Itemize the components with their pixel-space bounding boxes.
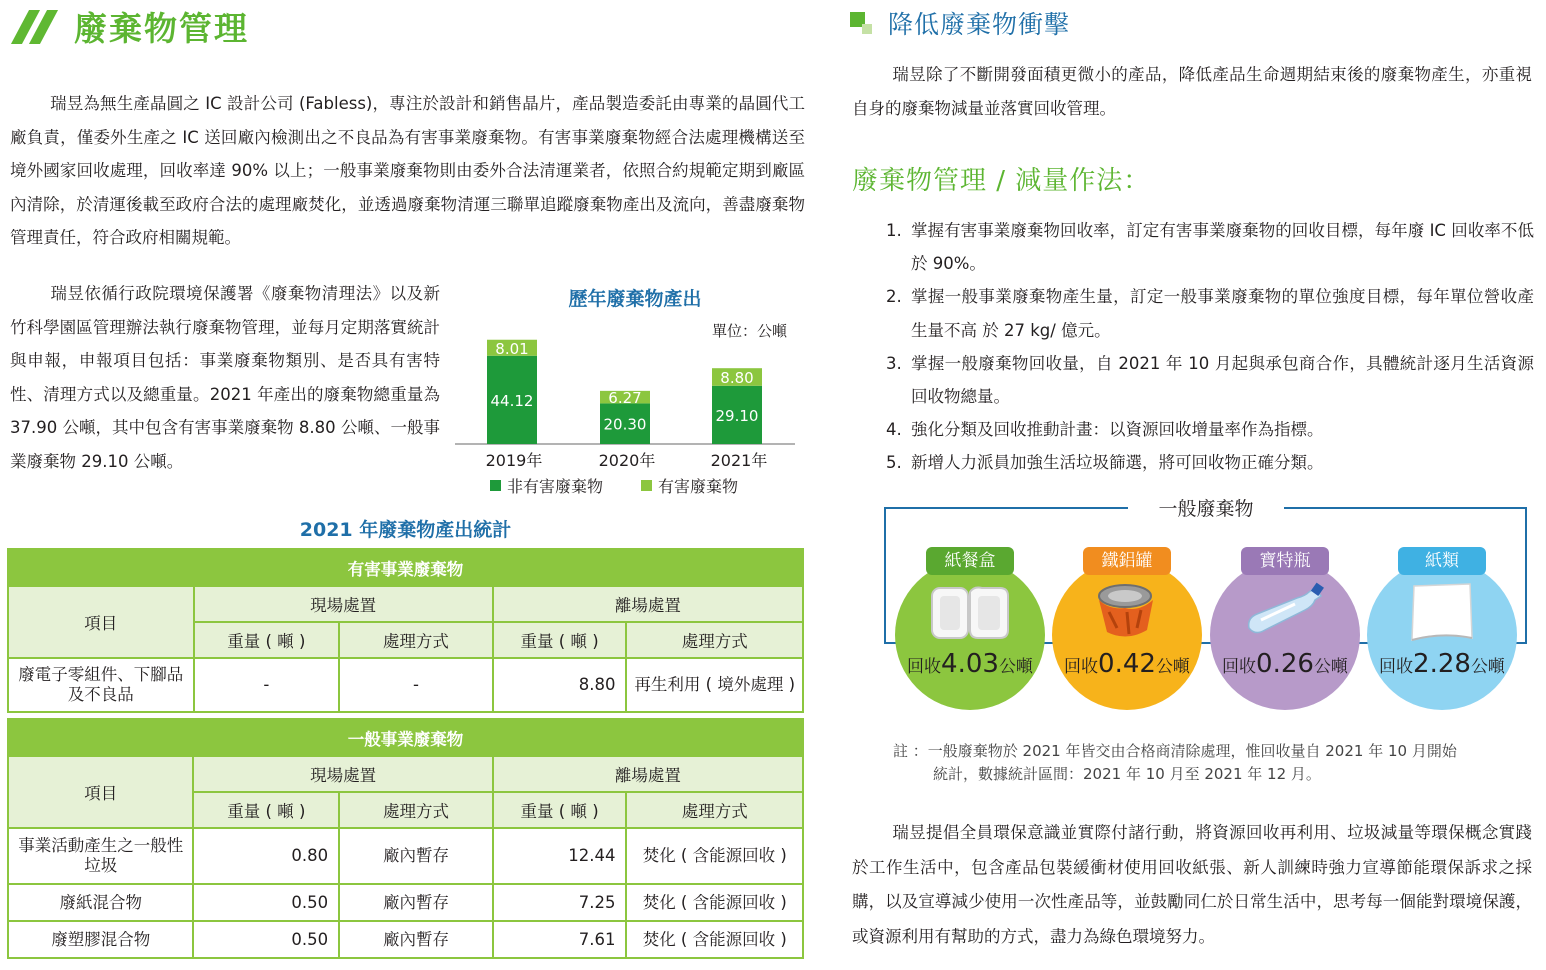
offsite-weight: 7.25 bbox=[493, 884, 627, 921]
x-tick-label: 2020年 bbox=[598, 451, 656, 470]
legend-item-hazardous bbox=[641, 474, 738, 497]
methods-title: 廢棄物管理 / 減量作法： bbox=[852, 166, 1151, 196]
recycle-tag: 鐵鋁罐 bbox=[1083, 547, 1171, 575]
section-title: 廢棄物管理 bbox=[74, 8, 249, 48]
recycle-unit: 公噸 bbox=[998, 657, 1033, 677]
list-text: 掌握一般廢棄物回收量，自 2021 年 10 月起與承包商合作，具體統計逐月生活資源回收物總量。 bbox=[911, 353, 1534, 407]
list-item bbox=[886, 413, 1534, 446]
offsite-header: 離場處置 bbox=[493, 586, 803, 622]
list-item bbox=[886, 347, 1534, 413]
offsite-method-header: 處理方式 bbox=[626, 792, 803, 828]
recycle-prefix: 回收 bbox=[1222, 657, 1257, 677]
onsite-method-header: 處理方式 bbox=[339, 792, 493, 828]
recycle-unit: 公噸 bbox=[1155, 657, 1190, 677]
paper-sheet-icon bbox=[1402, 582, 1482, 644]
methods-list bbox=[886, 214, 1534, 480]
recycle-circle-meal-box bbox=[895, 551, 1045, 710]
list-text: 掌握有害事業廢棄物回收率，訂定有害事業廢棄物的回收目標，每年廢 IC 回收率不低於 90%。 bbox=[911, 221, 1534, 274]
square-bullet-icon bbox=[850, 10, 876, 36]
recycle-prefix: 回收 bbox=[1379, 657, 1414, 677]
offsite-method: 焚化 ( 含能源回收 ) bbox=[626, 884, 803, 921]
plastic-bottle-icon bbox=[1245, 582, 1325, 644]
bar-value-label: 8.80 bbox=[720, 369, 754, 387]
onsite-weight: 0.50 bbox=[193, 921, 339, 958]
onsite-method-header: 處理方式 bbox=[339, 622, 493, 658]
table-row bbox=[8, 658, 803, 712]
reduce-title: 降低廢棄物衝擊 bbox=[888, 10, 1071, 39]
recycle-amount bbox=[895, 649, 1045, 679]
note-line2: 統計，數據統計區間：2021 年 10 月至 2021 年 12 月。 bbox=[933, 765, 1321, 783]
general-waste-title: 一般廢棄物 bbox=[1128, 494, 1284, 522]
offsite-weight: 8.80 bbox=[493, 658, 627, 712]
table-row bbox=[8, 884, 803, 921]
legend-swatch-non-hazardous bbox=[490, 480, 501, 491]
double-slash-icon bbox=[8, 6, 66, 46]
list-number: 5. bbox=[886, 453, 902, 473]
recycle-circle-bottle bbox=[1210, 551, 1360, 710]
bar-value-label: 29.10 bbox=[715, 406, 759, 425]
legend-label-non-hazardous: 非有害廢棄物 bbox=[507, 477, 604, 496]
reduce-header bbox=[850, 5, 1070, 41]
onsite-method: 廠內暫存 bbox=[339, 884, 493, 921]
onsite-weight: - bbox=[194, 658, 340, 712]
list-number: 3. bbox=[886, 353, 902, 373]
recycle-tag: 紙類 bbox=[1398, 547, 1486, 575]
general-waste-table bbox=[7, 718, 804, 959]
onsite-header: 現場處置 bbox=[193, 756, 492, 792]
general-band: 一般事業廢棄物 bbox=[8, 719, 803, 756]
note-label: 註 ： bbox=[893, 742, 928, 760]
onsite-weight-header: 重量 ( 噸 ) bbox=[194, 622, 340, 658]
section-header bbox=[8, 4, 249, 48]
row-item: 廢電子零組件、下腳品及不良品 bbox=[8, 658, 194, 712]
onsite-method: 廠內暫存 bbox=[339, 828, 493, 884]
recycle-amount bbox=[1367, 649, 1517, 679]
bar-value-label: 44.12 bbox=[490, 391, 534, 410]
recycle-value: 0.26 bbox=[1256, 649, 1314, 679]
list-item bbox=[886, 214, 1534, 280]
recycle-tag: 紙餐盒 bbox=[926, 547, 1014, 575]
recycle-circle-can bbox=[1052, 551, 1202, 710]
table-row bbox=[8, 921, 803, 958]
onsite-header: 現場處置 bbox=[194, 586, 493, 622]
chart-legend bbox=[490, 474, 738, 497]
offsite-header: 離場處置 bbox=[493, 756, 803, 792]
recycle-amount bbox=[1210, 649, 1360, 679]
regulation-paragraph bbox=[10, 277, 440, 478]
hazardous-band: 有害事業廢棄物 bbox=[8, 549, 803, 586]
onsite-weight-header: 重量 ( 噸 ) bbox=[193, 792, 339, 828]
table-row bbox=[8, 828, 803, 884]
item-header: 項目 bbox=[8, 756, 193, 828]
offsite-method: 焚化 ( 含能源回收 ) bbox=[626, 921, 803, 958]
recycle-prefix: 回收 bbox=[907, 657, 942, 677]
legend-label-hazardous: 有害廢棄物 bbox=[658, 477, 739, 496]
row-item: 事業活動產生之一般性垃圾 bbox=[8, 828, 193, 884]
list-text: 掌握一般事業廢棄物產生量，訂定一般事業廢棄物的單位強度目標，每年單位營收產生量不高 於 27 kg/ 億元。 bbox=[911, 287, 1534, 340]
bar-value-label: 20.30 bbox=[603, 415, 647, 434]
bar-value-label: 8.01 bbox=[495, 339, 529, 358]
offsite-weight-header: 重量 ( 噸 ) bbox=[493, 792, 627, 828]
row-item: 廢塑膠混合物 bbox=[8, 921, 193, 958]
offsite-method: 焚化 ( 含能源回收 ) bbox=[626, 828, 803, 884]
row-item: 廢紙混合物 bbox=[8, 884, 193, 921]
promote-text: 瑞昱提倡全員環保意識並實際付諸行動，將資源回收再利用、垃圾減量等環保概念實踐於工作生活中，包含產品包裝緩衝材使用回收紙張、新人訓練時強力宣導節能環保訴求之採購，以及宣導減少使用一次性產品等，並鼓勵同仁於日常生活中，思考每一個能對環境保護，或資源利用有幫助的方式，盡力為綠色環境努力。 bbox=[852, 823, 1532, 946]
recycle-value: 0.42 bbox=[1098, 649, 1156, 679]
list-number: 1. bbox=[886, 221, 902, 240]
chart-title: 歷年廢棄物產出 bbox=[568, 288, 702, 310]
promote-paragraph bbox=[852, 816, 1532, 954]
reduce-paragraph bbox=[852, 58, 1532, 125]
onsite-weight: 0.80 bbox=[193, 828, 339, 884]
offsite-weight: 12.44 bbox=[493, 828, 627, 884]
item-header: 項目 bbox=[8, 586, 194, 658]
intro-paragraph bbox=[10, 87, 805, 255]
list-number: 2. bbox=[886, 287, 902, 307]
recycle-tag: 寶特瓶 bbox=[1241, 547, 1329, 575]
x-tick-label: 2019年 bbox=[485, 451, 543, 470]
offsite-weight: 7.61 bbox=[493, 921, 627, 958]
recycle-value: 4.03 bbox=[941, 649, 999, 679]
offsite-method-header: 處理方式 bbox=[626, 622, 803, 658]
bar-value-label: 6.27 bbox=[608, 389, 642, 408]
note bbox=[893, 740, 1457, 786]
intro-text: 瑞昱為無生產晶圓之 IC 設計公司 (Fabless)，專注於設計和銷售晶片，產品製造委託由專業的晶圓代工廠負責，僅委外生產之 IC 送回廠內檢測出之不良品為有害事業廢棄物。有害事業廢棄物經合法處理機構送至境外國家回收處理，回收率達 90% 以上；一般事業廢棄物則由委外合法清運業者，依照合約規範定期到廠區內清除，於清運後載至政府合法的處理廠焚化，並透過廢棄物清運三聯單追蹤廢棄物產出及流向，善盡廢棄物管理責任，符合政府相關規範。 bbox=[10, 94, 805, 247]
recycle-circle-paper bbox=[1367, 551, 1517, 710]
offsite-method: 再生利用 ( 境外處理 ) bbox=[626, 658, 803, 712]
list-text: 強化分類及回收推動計畫：以資源回收增量率作為指標。 bbox=[911, 420, 1324, 440]
recycle-amount bbox=[1052, 649, 1202, 679]
chart-unit: 單位：公噸 bbox=[712, 322, 788, 340]
legend-swatch-hazardous bbox=[641, 480, 652, 491]
x-tick-label: 2021年 bbox=[710, 451, 768, 470]
hazardous-waste-table bbox=[7, 548, 804, 713]
crushed-can-icon bbox=[1087, 582, 1167, 644]
paper-meal-box-icon bbox=[930, 582, 1010, 644]
reduce-text: 瑞昱除了不斷開發面積更微小的產品，降低產品生命週期結束後的廢棄物產生，亦重視自身的廢棄物減量並落實回收管理。 bbox=[852, 65, 1532, 118]
chart-plot bbox=[450, 282, 810, 472]
note-line1: 一般廢棄物於 2021 年皆交由合格商清除處理，惟回收量自 2021 年 10 月開始 bbox=[927, 742, 1457, 760]
list-item bbox=[886, 446, 1534, 479]
regulation-text: 瑞昱依循行政院環境保護署《廢棄物清理法》以及新竹科學園區管理辦法執行廢棄物管理，並每月定期落實統計與申報，申報項目包括：事業廢棄物類別、是否具有害特性、清理方式以及總重量。2021 年產出的廢棄物總重量為 37.90 公噸，其中包含有害事業廢棄物 8.80 公噸、一般事業廢棄物 29.10 公噸。 bbox=[10, 284, 440, 471]
table-title: 2021 年廢棄物產出統計 bbox=[299, 519, 512, 541]
onsite-method: - bbox=[339, 658, 493, 712]
onsite-weight: 0.50 bbox=[193, 884, 339, 921]
recycle-unit: 公噸 bbox=[1470, 657, 1505, 677]
waste-output-chart bbox=[450, 282, 810, 502]
offsite-weight-header: 重量 ( 噸 ) bbox=[493, 622, 627, 658]
recycle-value: 2.28 bbox=[1413, 649, 1471, 679]
recycle-unit: 公噸 bbox=[1313, 657, 1348, 677]
list-item bbox=[886, 280, 1534, 346]
list-text: 新增人力派員加強生活垃圾篩選，將可回收物正確分類。 bbox=[911, 453, 1324, 473]
onsite-method: 廠內暫存 bbox=[339, 921, 493, 958]
list-number: 4. bbox=[886, 420, 902, 440]
legend-item-non-hazardous bbox=[490, 474, 603, 497]
recycle-prefix: 回收 bbox=[1064, 657, 1099, 677]
